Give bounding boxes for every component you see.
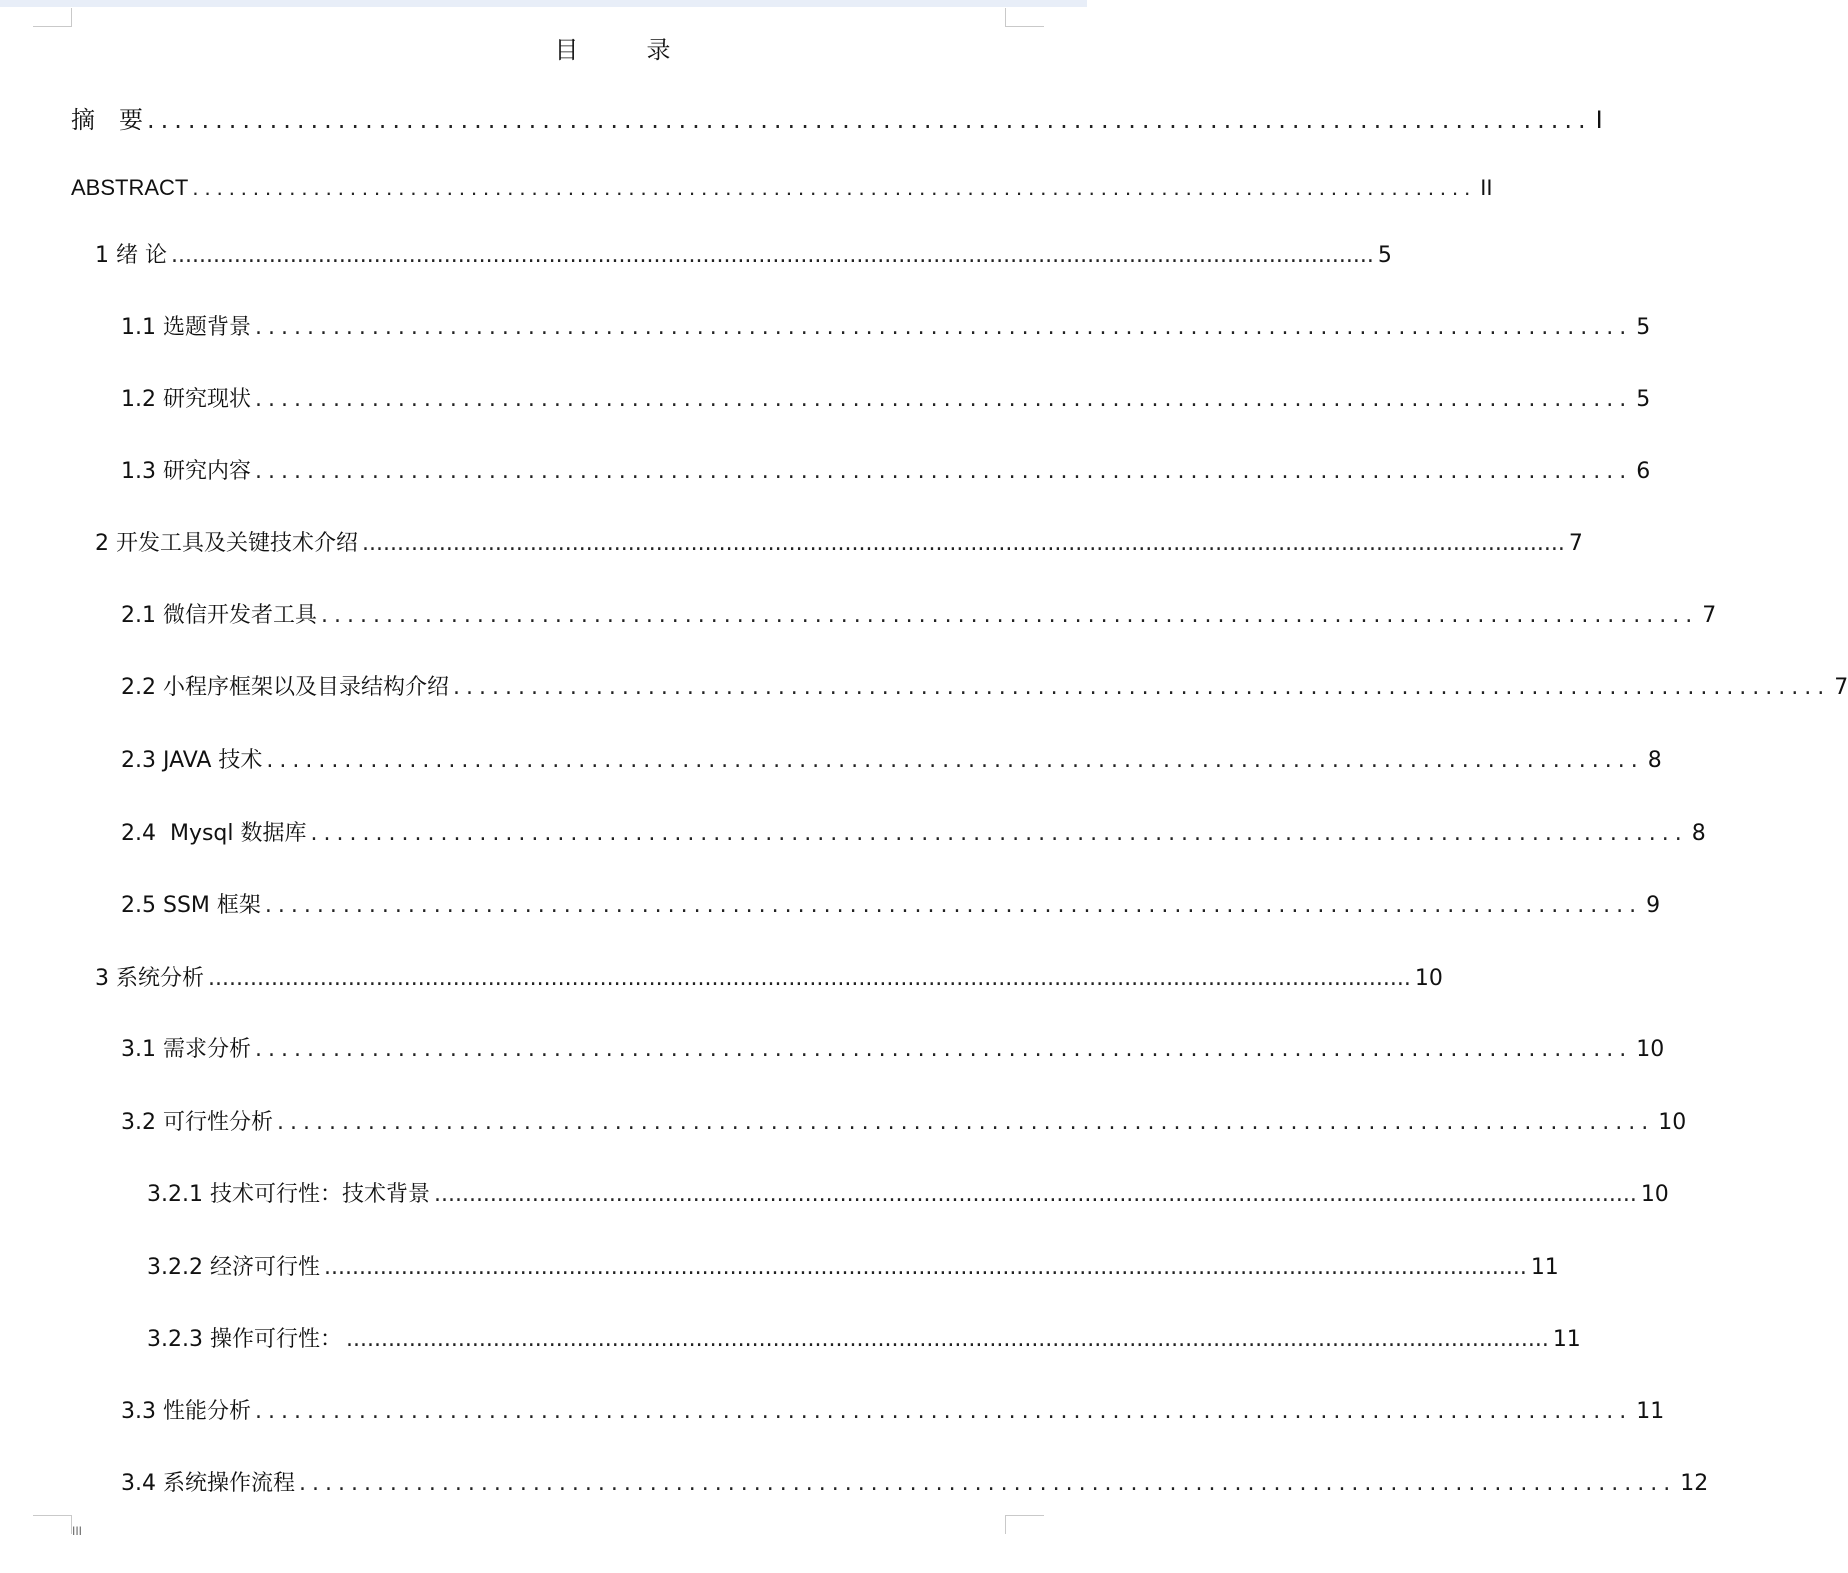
toc-entry[interactable]: [71, 103, 1603, 137]
toc-entry-label: 2.3 JAVA 技术: [121, 748, 263, 773]
toc-leader: ..........................................................................................................: [254, 1037, 1633, 1062]
toc-entry-page: 5: [1636, 387, 1651, 412]
toc-entry-label: 2.1 微信开发者工具: [121, 603, 317, 628]
toc-entry[interactable]: [121, 1395, 1665, 1429]
toc-entry[interactable]: [71, 171, 1493, 205]
toc-entry[interactable]: [121, 1033, 1665, 1067]
toc-entry[interactable]: [121, 1106, 1687, 1140]
toc-entry[interactable]: [121, 599, 1717, 633]
page-corner-mark: [1005, 1515, 1044, 1534]
toc-entry-page: 10: [1414, 966, 1443, 991]
toc-entry-page: II: [1480, 175, 1493, 200]
toc-entry-page: 10: [1658, 1110, 1687, 1135]
toc-entry-label: 3.2.2 经济可行性: [147, 1255, 320, 1280]
toc-leader: ..........................................................................................................: [254, 1399, 1633, 1424]
toc-leader: ..........................................................................................................: [264, 893, 1643, 918]
page-corner-mark: [33, 1515, 72, 1534]
toc-entry-label: 3.1 需求分析: [121, 1037, 251, 1062]
toc-entry-label: 3 系统分析: [95, 966, 204, 991]
toc-entry[interactable]: [121, 671, 1848, 705]
toc-entry[interactable]: [95, 962, 1443, 996]
toc-leader: ............................................................................................................................................................................: [345, 1327, 1549, 1352]
toc-entry-page: 8: [1691, 821, 1706, 846]
toc-leader: ..........................................................................................................: [254, 315, 1633, 340]
toc-entry[interactable]: [121, 889, 1661, 923]
toc-leader: ............................................................................................................................................................................: [170, 243, 1374, 268]
toc-entry-label: 3.2.3 操作可行性：: [147, 1327, 342, 1352]
toc-entry-label: 1.1 选题背景: [121, 315, 251, 340]
toc-entry-label: 2.2 小程序框架以及目录结构介绍: [121, 675, 449, 700]
toc-entry[interactable]: [95, 527, 1583, 561]
toc-leader: ..........................................................................................................: [452, 675, 1831, 700]
toc-leader: ..........................................................................................................: [266, 748, 1644, 773]
toc-leader: ............................................................................................................................................................................: [433, 1182, 1637, 1207]
toc-leader: ..........................................................................................................: [276, 1110, 1655, 1135]
toc-entry-label: 2.5 SSM 框架: [121, 893, 261, 918]
toc-leader: ..........................................................................................................: [310, 821, 1688, 846]
toc-entry-label: 3.3 性能分析: [121, 1399, 251, 1424]
page-number-footer: III: [72, 1524, 83, 1538]
toc-entry[interactable]: [147, 1323, 1581, 1357]
toc-entry-page: 6: [1636, 459, 1651, 484]
toc-entry-page: 7: [1702, 603, 1717, 628]
toc-entry[interactable]: [121, 1467, 1709, 1501]
toc-entry-page: 11: [1552, 1327, 1581, 1352]
toc-leader: ............................................................................................................................................................................: [362, 531, 1565, 556]
toc-entry-page: 11: [1636, 1399, 1665, 1424]
toc-entry[interactable]: [121, 817, 1706, 851]
toc-title: 目 录: [554, 36, 693, 64]
toc-leader: ..........................................................................................................: [192, 175, 1477, 200]
toc-entry[interactable]: [121, 383, 1651, 417]
toc-leader: ..........................................................................................................: [298, 1471, 1677, 1496]
toc-entry-label: 3.2.1 技术可行性：技术背景: [147, 1182, 430, 1207]
toc-entry-page: 5: [1636, 315, 1651, 340]
toc-entry-label: 1.3 研究内容: [121, 459, 251, 484]
toc-entry-label: 1 绪 论: [95, 243, 167, 268]
toc-entry[interactable]: [121, 744, 1662, 778]
toc-entry-page: I: [1595, 106, 1603, 134]
toc-entry-label: 2.4 Mysql 数据库: [121, 821, 307, 846]
toc-entry-page: 7: [1568, 531, 1583, 556]
toc-leader: ..........................................................................................................: [320, 603, 1699, 628]
toc-leader: ..........................................................................................................: [147, 106, 1592, 134]
toc-entry-page: 11: [1530, 1255, 1559, 1280]
toc-entry-label: 3.2 可行性分析: [121, 1110, 273, 1135]
toc-leader: ..........................................................................................................: [254, 459, 1633, 484]
toc-entry-label: 1.2 研究现状: [121, 387, 251, 412]
toc-entry-label: 3.4 系统操作流程: [121, 1471, 295, 1496]
toc-entry[interactable]: [121, 455, 1651, 489]
toc-entry-page: 10: [1636, 1037, 1665, 1062]
toc-entry-page: 8: [1647, 748, 1662, 773]
toc-entry-page: 7: [1834, 675, 1848, 700]
toc-entry-label: 摘 要: [71, 106, 143, 134]
toc-entry-page: 10: [1640, 1182, 1669, 1207]
toc-entry-page: 9: [1646, 893, 1661, 918]
toc-entry-label: ABSTRACT: [71, 175, 189, 200]
toc-entry-label: 2 开发工具及关键技术介绍: [95, 531, 358, 556]
window-top-bar: [0, 0, 1087, 7]
toc-leader: ............................................................................................................................................................................: [208, 966, 1411, 991]
toc-entry[interactable]: [95, 239, 1392, 273]
toc-leader: ..........................................................................................................: [254, 387, 1633, 412]
toc-entry[interactable]: [147, 1251, 1559, 1285]
toc-entry[interactable]: [147, 1178, 1669, 1212]
page-corner-mark: [33, 8, 72, 27]
toc-entry-page: 12: [1680, 1471, 1709, 1496]
toc-leader: ............................................................................................................................................................................: [323, 1255, 1527, 1280]
toc-entry-page: 5: [1377, 243, 1392, 268]
page-corner-mark: [1005, 8, 1044, 27]
toc-entry[interactable]: [121, 311, 1651, 345]
